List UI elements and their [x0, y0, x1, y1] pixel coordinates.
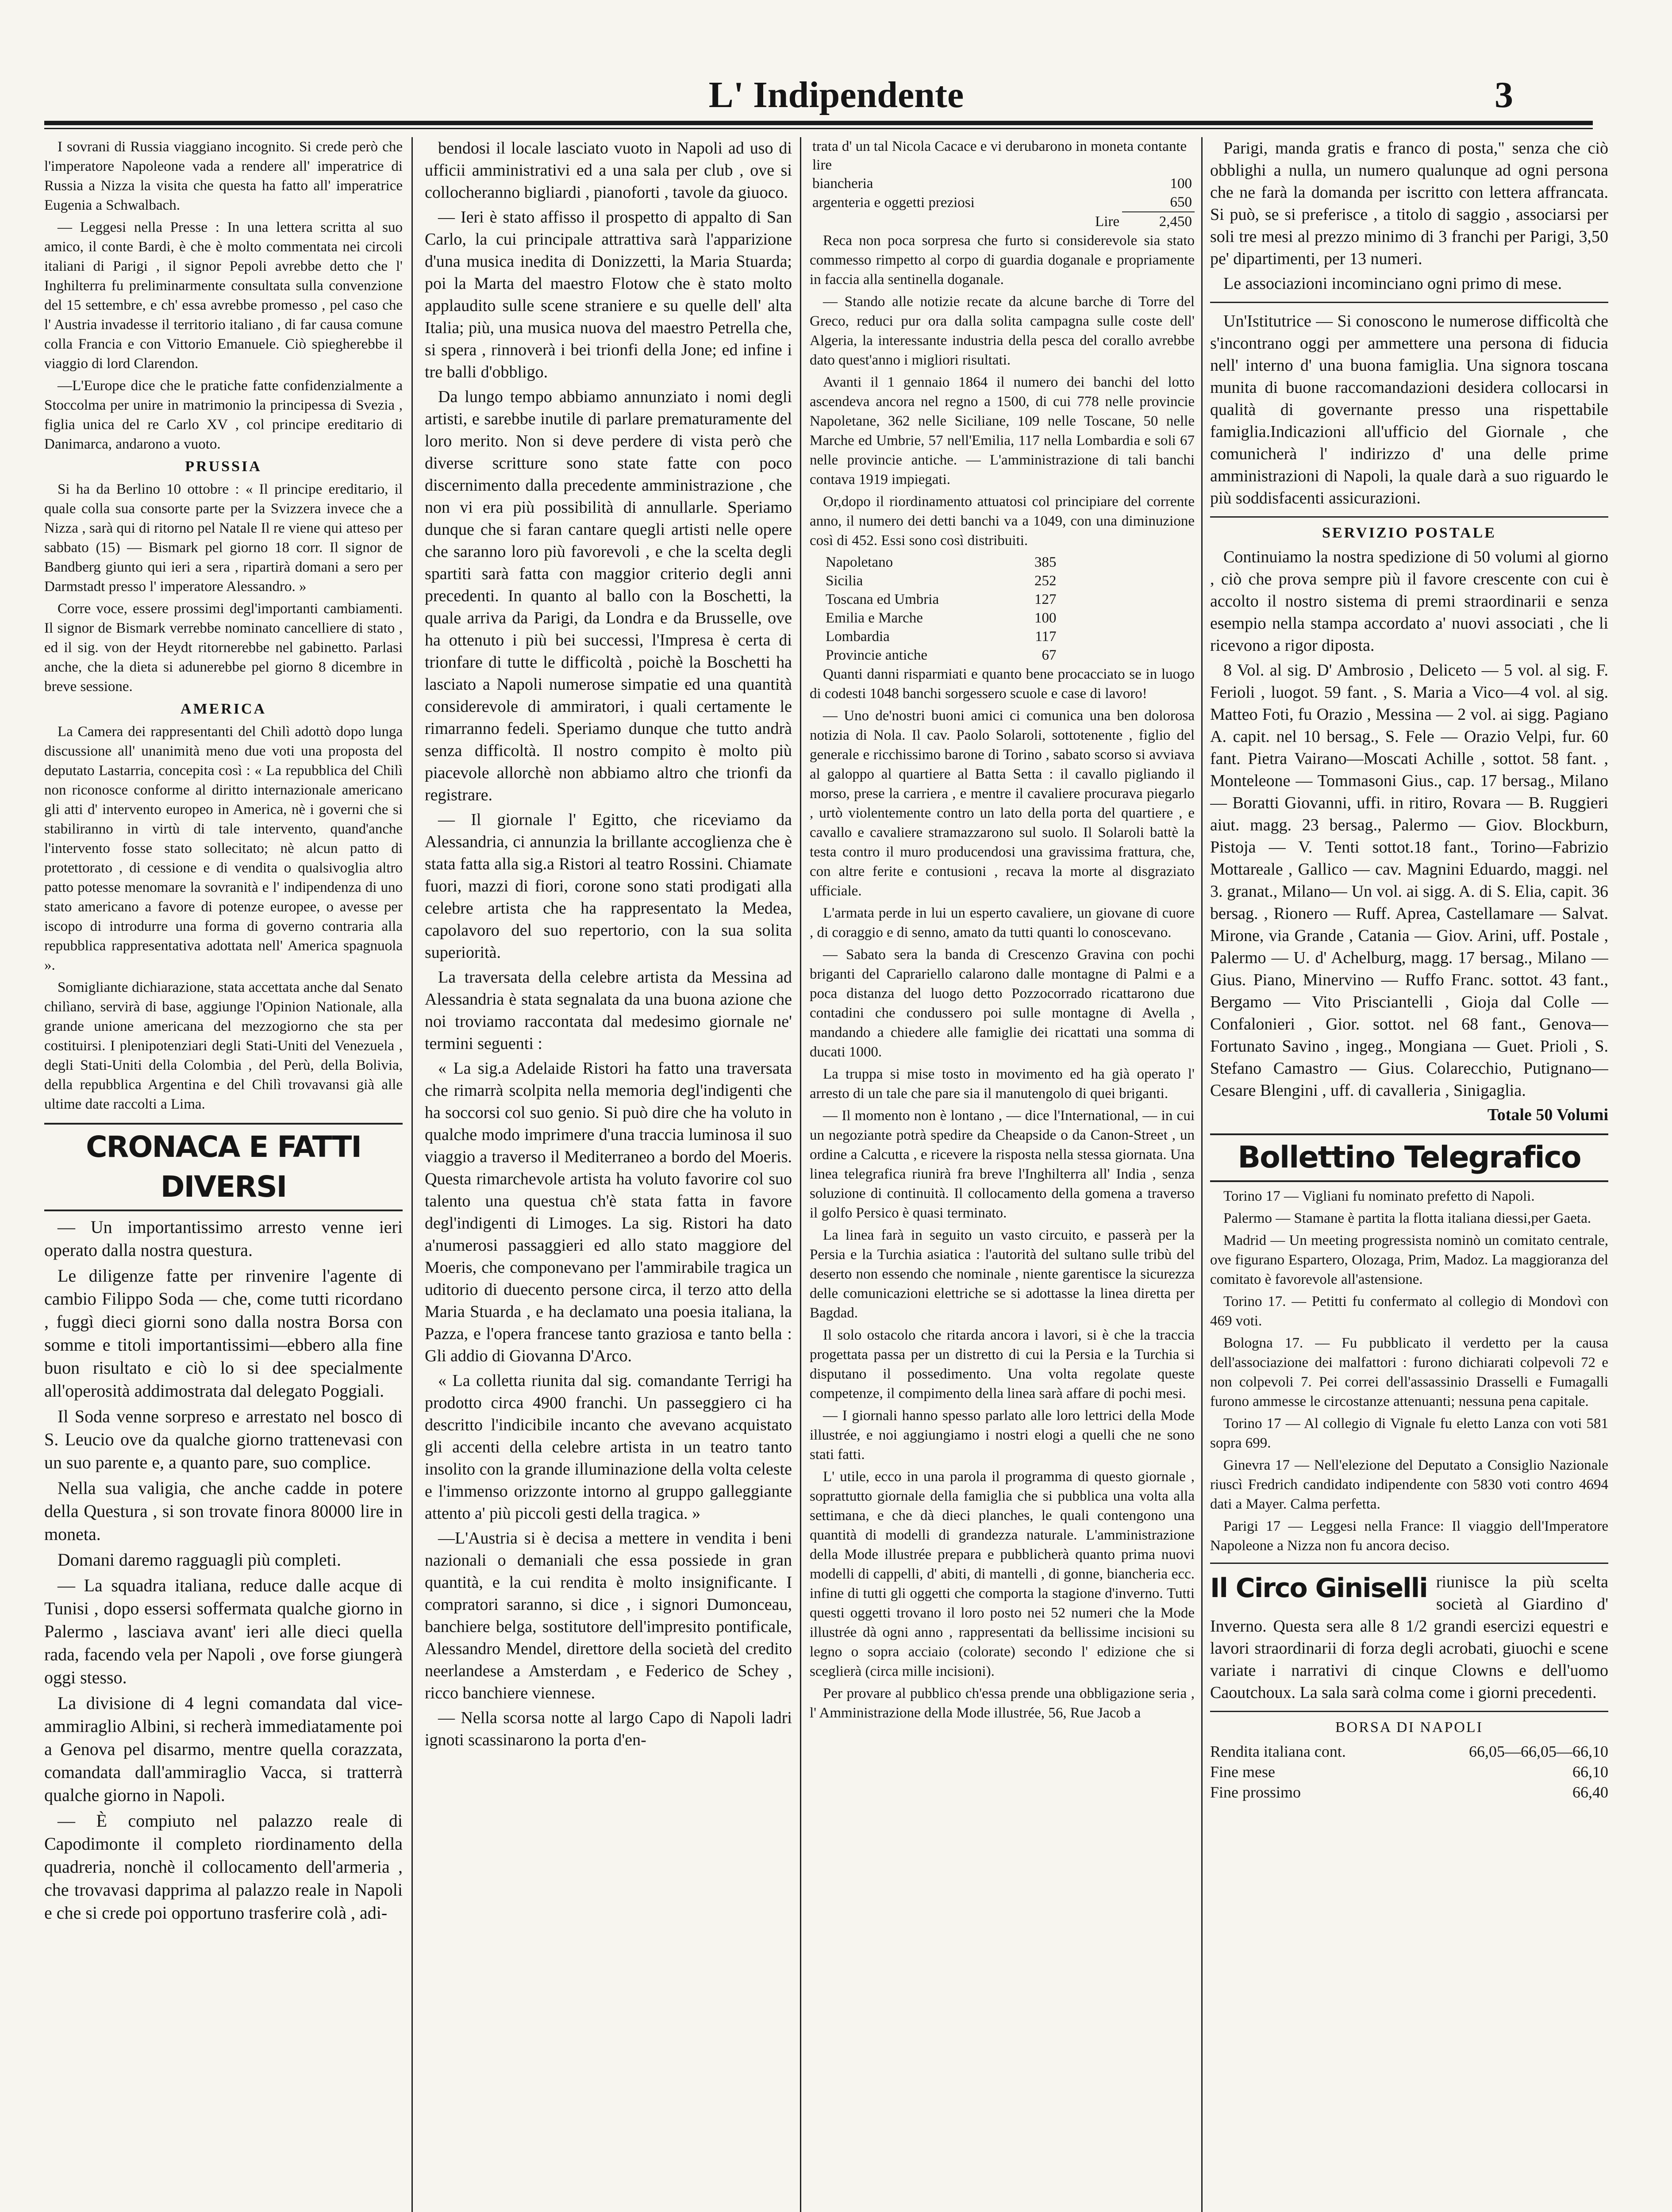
table-row — [823, 609, 1059, 627]
borsa-value: 66,05—66,05—66,10 — [1469, 1743, 1608, 1760]
column-divider — [411, 137, 413, 2212]
table-row — [810, 174, 1195, 193]
article-paragraph: « La colletta riunita dal sig. comandante Terrigi ha prodotto circa 4900 franchi. Un passeggiero ci ha descritto l'indicibile incanto che avevano acquistato gli accenti della celebre artista in un teatro tanto insolito con la grande illuminazione della volta celeste e l'immenso orizzonte intorno al gruppo galleggiante attento a' più piccoli gesti della tragica. » — [425, 1371, 792, 1523]
borsa-label: Rendita italiana cont. — [1210, 1743, 1346, 1760]
article-paragraph: Avanti il 1 gennaio 1864 il numero dei banchi del lotto ascendeva ancora nel regno a 1500, di cui 778 nelle provincie Napoletane, 362 nelle Siciliane, 109 nelle Toscane, 50 nelle Marche ed Umbrie, 57 nell'Emilia, 117 nella Lombardia e soli 67 nelle provincie antiche. — L'amministrazione di tali banchi contava 1919 impiegati. — [810, 374, 1195, 488]
article-paragraph: La linea farà in seguito un vasto circuito, e passerà per la Persia e la Turchia asiatica : l'autorità del sultano sulle tribù del deserto non essendo che nominale , niente garentisce la sicurezza delle comunicazioni elettriche se si adottasse la linea diretta per Bagdad. — [810, 1227, 1195, 1321]
rule — [1210, 302, 1608, 303]
borsa-row — [1210, 1762, 1608, 1782]
header-rule — [44, 121, 1593, 125]
article-paragraph: « La sig.a Adelaide Ristori ha fatto una traversata che rimarrà scolpita nella memoria degl'indigenti che ha soccorsi col suo genio. Si può dire che ha voluto in qualche modo imprimere d'una traccia luminosa il suo viaggio a traverso il Mediterraneo a bordo del Moeris. Questa rimarchevole artista ha voluto favorire col suo talento una questua ch'è stata fatta in favore degl'indigenti di Limoges. La sig. Ristori ha dato a'numerosi passaggieri ed allo stato maggiore del Moeris, che componevano per l'ammirabile tragica un uditorio di duecento persone circa, il terzo atto della Maria Stuarda , e ha declamato una poesia italiana, la Pazza, e l'opera francese tanto graziosa e tanto bella : Gli addio di Giovanna D'Arco. — [425, 1059, 792, 1365]
lotto-table — [823, 553, 1059, 664]
table-row — [823, 590, 1059, 609]
article-paragraph: La truppa si mise tosto in movimento ed ha già operato l' arresto di un tale che pare sia il manutengolo di quei briganti. — [810, 1066, 1195, 1102]
article-paragraph: Domani daremo ragguagli più completi. — [58, 1550, 341, 1570]
theft-table — [810, 137, 1195, 231]
article-paragraph: Le associazioni incominciano ogni primo di mese. — [1223, 274, 1562, 293]
table-row — [810, 193, 1195, 212]
theft-value: 100 — [1170, 176, 1192, 192]
servizio-postale-text — [1210, 546, 1608, 1102]
table-row — [810, 212, 1195, 231]
borsa-table — [1210, 1741, 1608, 1802]
article-block — [44, 1405, 403, 1474]
servizio-postale-title: SERVIZIO POSTALE — [1322, 525, 1496, 541]
telegram-item: Madrid — Un meeting progressista nominò un comitato centrale, ove figurano Espartero, Olozaga, Prim, Madoz. La maggioranza del comitato è favorevole all'astensione. — [1210, 1233, 1608, 1287]
article-paragraph: Parigi, manda gratis e franco di posta," senza che ciò obblighi a nulla, un numero qualunque ad ogni persona che ne farà la domanda per iscritto con lettera affrancata. Si può, se si preferisce , a titolo di saggio , associarsi per soli tre mesi al prezzo minimo di 3 franchi per Parigi, 3,50 pe' dipartimenti, per 13 numeri. — [1210, 139, 1608, 268]
lotto-count: 252 — [1034, 573, 1057, 589]
article-paragraph: —L'Europe dice che le pratiche fatte confidenzialmente a Stoccolma per unire in matrimonio la principessa di Svezia , figlia unica del re Carlo XV , col principe ereditario di Danimarca, andarono a vuoto. — [44, 378, 403, 452]
page-number: 3 — [1495, 74, 1513, 115]
telegram-item: Ginevra 17 — Nell'elezione del Deputato a Consiglio Nazionale riuscì Fredrich candidato indipendente con 5830 voti contro 4694 dati a Mayer. Calma perfetta. — [1210, 1457, 1608, 1512]
lotto-count: 127 — [1034, 591, 1057, 607]
borsa-title: BORSA DI NAPOLI — [1335, 1719, 1484, 1736]
article-paragraph: Da lungo tempo abbiamo annunziato i nomi degli artisti, e sarebbe inutile di parlare prematuramente del loro merito. Non si deve perdere di vista però che diverse scritture sono state fatte con poco discernimento dalla precedente amministrazione , che non vi era più possibilità di annullarle. Speriamo dunque che si faran cantare quegli artisti nelle opere che saranno loro più favorevoli , e che la scelta degli spartiti sarà fatta con maggior criterio degli anni precedenti. In quanto al ballo con la Boschetti, la quale arriva da Parigi, da Londra e da Brusselle, ove ha ottenuto i più bei successi, l'Impresa è certa di trionfare di tutte le difficoltà , poichè la Boschetti ha lasciato a Napoli numerose simpatie ed una quantità considerevole di ammiratori, i quali certamente le rimarranno fedeli. Speriamo dunque che tutto andrà senza difficoltà. Il nostro compito è molto più piacevole allorchè non abbiamo altro che trionfi da registrare. — [425, 388, 792, 804]
column-1 — [44, 137, 403, 2212]
lotto-count: 385 — [1034, 554, 1057, 570]
article-paragraph: Corre voce, essere prossimi degl'importanti cambiamenti. Il signor de Bismark verrebbe nominato cancelliere di stato , ed il sig. von der Heydt ritornerebbe nel gabinetto. Parlasi anche, che la dieta si adunerebbe pel giorno 8 dicembre in breve sessione. — [44, 601, 403, 695]
column-3 — [810, 137, 1195, 2212]
borsa-value: 66,40 — [1572, 1783, 1608, 1801]
circo-text: riunisce la più scelta società al Giardino d' Inverno. Questa sera alle 8 1/2 grandi esercizi equestri e lavori straordinarii di forza degli acrobati, giuochi e scene variate i narrativi di cinque Clowns e dell'uomo Caoutchoux. La sala sarà colma come i giorni precedenti. — [1210, 1573, 1608, 1702]
borsa-value: 66,10 — [1572, 1763, 1608, 1781]
article-paragraph: — Leggesi nella Presse : In una lettera scritta al suo amico, il conte Bardi, è che è molto commentata nei circoli italiani di Parigi , il signor Pepoli avrebbe detto che l' Inghilterra fu preliminarmente consultata sulla convenzione del 15 settembre, e ch' essa avrebbe promesso , pel caso che l' Austria invadesse il territorio italiano , di far causa comune colla Francia e con Vittorio Emanuele. Ciò spiegherebbe il viaggio di lord Clarendon. — [44, 219, 403, 372]
lotto-region: Sicilia — [826, 573, 863, 589]
telegram-item: Torino 17. — Petitti fu confermato al collegio di Mondovì con 469 voti. — [1210, 1294, 1608, 1329]
rule — [1210, 1711, 1608, 1712]
column-2 — [425, 137, 792, 2212]
article-paragraph: Nella sua valigia, che anche cadde in potere della Questura , si son trovate finora 80000 lire in moneta. — [44, 1478, 403, 1544]
article-block — [44, 1548, 403, 1571]
table-row — [823, 553, 1059, 572]
bollettino-title: Bollettino Telegrafico — [1210, 1133, 1608, 1182]
lotto-count: 100 — [1034, 610, 1057, 626]
article-paragraph: —L'Austria si è decisa a mettere in vendita i beni nazionali o demaniali che essa possiede in gran quantità, e la cui rendita è molto insignificante. I compratori saranno, si dice , i signori Dumonceau, banchiere belga, sostitutore dell'impresito pontificale, Alessandro Mendel, direttore della società del credito neerlandese a Amsterdam , e Federico de Schey , ricco banchiere viennese. — [425, 1529, 792, 1702]
lotto-region: Provincie antiche — [826, 647, 928, 663]
lotto-count: 117 — [1035, 629, 1057, 645]
article-paragraph: Il Soda venne sorpreso e arrestato nel bosco di S. Leucio ove da qualche giorno trattenevasi con un suo parente e, a quanto pare, suo complice. — [44, 1406, 403, 1472]
lotto-count: 67 — [1042, 647, 1057, 663]
article-paragraph: — Sabato sera la banda di Crescenzo Gravina con pochi briganti del Caprariello calarono dalle montagne di Palmi e a poca distanza del luogo detto Pozzocorrado ricattarono due contadini che condussero poi sulle montagne di Avella , mandando a chiedere alle famiglie dei ricattati una somma di ducati 1000. — [810, 947, 1195, 1060]
article-paragraph: Quanti danni risparmiati e quanto bene procacciato se in luogo di codesti 1048 banchi sorgessero scuole e case di lavoro! — [810, 666, 1195, 702]
column-divider — [1201, 137, 1203, 2212]
table-row — [823, 646, 1059, 664]
theft-intro: trata d' un tal Nicola Cacace e vi derubarono in moneta contante lire — [812, 138, 1187, 173]
article-paragraph: La divisione di 4 legni comandata dal vice-ammiraglio Albini, si recherà immediatamente poi a Genova pel disarmo, mentre quella corazzata, comandata dall'ammiraglio Vacca, si tratterrà qualche giorno in Napoli. — [44, 1693, 403, 1805]
article-paragraph: — È compiuto nel palazzo reale di Capodimonte il completo riordinamento della quadreria, nonchè il collocamento dell'armeria , che trovavasi dapprima al palazzo reale in Napoli e che si crede poi opportuno trasferire colà , adi- — [44, 1811, 403, 1923]
article-paragraph: — Uno de'nostri buoni amici ci comunica una ben dolorosa notizia di Nola. Il cav. Paolo Solaroli, sottotenente , figlio del generale e ricchissimo barone di Torino , sabato scorso si avviava al galoppo al quartiere al Batta Setta : il cavallo pigliando il morso, prese la carriera , e mentre il cavaliere procurava piegarlo , urtò violentemente contro un lato della porta del quartiere , e cavallo e cavaliere stramazzarono sul suolo. Il Solaroli battè la testa contro il muro producendosi una gravissima frattura, che, con altre ferite e contusioni , recava la morte al disgraziato ufficiale. — [810, 708, 1195, 899]
telegram-item: Parigi 17 — Leggesi nella France: Il viaggio dell'Imperatore Napoleone a Nizza non fu ancora deciso. — [1210, 1518, 1608, 1554]
article-paragraph: — Ieri è stato affisso il prospetto di appalto di San Carlo, la cui principale attrattiva sarà l'apparizione d'una musica inedita di Donizzetti, la Maria Stuarda; poi la Marta del maestro Flotow che è stato molto applaudito sulle scene straniere e su quelle dell' alta Italia; più, una musica nuova del maestro Petrella che, si spera , rinnoverà i bei trionfi della Jone; ed infine i tre balli d'obbligo. — [425, 208, 792, 381]
borsa-label: Fine prossimo — [1210, 1783, 1301, 1801]
article-block — [44, 1574, 403, 1689]
article-paragraph: — La squadra italiana, reduce dalle acque di Tunisi , dopo essersi soffermata qualche giorno in Palermo , lasciava avant' ieri alle dieci quella rada, facendo vela per Napoli , ove forse giungerà oggi stesso. — [44, 1575, 403, 1687]
article-paragraph: Continuiamo la nostra spedizione di 50 volumi al giorno , ciò che prova sempre più il favore crescente con cui è accolto il nostro sistema di premi straordinarii e senza esempio nella stampa accordato a' nuovi associati , che li ricevono a rigor diposta. — [1210, 548, 1608, 655]
article-paragraph: L'armata perde in lui un esperto cavaliere, un giovane di cuore , di coraggio e di senno, amato da tutti quanti lo conoscevano. — [810, 905, 1195, 941]
article-paragraph: Or,dopo il riordinamento attuatosi col principiare del corrente anno, il numero dei detti banchi va a 1049, con una diminuzione così di 452. Essi sono così distribuiti. — [810, 494, 1195, 549]
article-paragraph: — Il momento non è lontano , — dice l'International, — in cui un negoziante potrà spedire da Cheapside o da Canon-Street , un ordine a Calcutta , e ricevere la risposta nella stessa giornata. Una linea telegrafica riunirà fra breve l'Inghilterra all' India , senza soluzione di continuità. Il collocamento della gomena a traverso il golfo Persico è quasi terminato. — [810, 1108, 1195, 1221]
bollettino-text — [1210, 1187, 1608, 1555]
article-block — [44, 1809, 403, 1924]
article-block — [44, 1216, 403, 1262]
istitutrice-notice: Un'Istitutrice — Si conoscono le numerose difficoltà che s'incontrano oggi per ammettere una persona di fiducia nell' interno d' una buona famiglia. Una signora toscana munita di buone raccomandazioni desidera collocarsi in qualità di governante presso una rispettabile famiglia.Indicazioni all'ufficio del Giornale , che comunicherà l' indirizzo d' una delle prime amministrazioni di Napoli, la quale darà a suo riguardo le più soddisfacenti assicurazioni. — [1210, 312, 1608, 507]
borsa-row — [1210, 1741, 1608, 1762]
article-paragraph: — Un importantissimo arresto venne ieri operato dalla nostra questura. — [44, 1217, 403, 1260]
article-block — [44, 1692, 403, 1807]
theft-item: biancheria — [812, 176, 873, 192]
article-paragraph: Il solo ostacolo che ritarda ancora i lavori, si è che la traccia progettata passa per un distretto di cui la Persia e la Turchia si disputano il possedimento. Una volta regolate queste competenze, il compimento della linea sarà affare di pochi mesi. — [810, 1327, 1195, 1402]
article-paragraph: Reca non poca sorpresa che furto si considerevole sia stato commesso rimpetto al corpo di guardia doganale e propriamente in faccia alla sentinella doganale. — [810, 233, 1195, 288]
article-paragraph: I sovrani di Russia viaggiano incognito. Si crede però che l'imperatore Napoleone vada a rendere all' imperatrice di Russia a Nizza la visita che questa ha fatto all' imperatrice Eugenia a Schwalbach. — [44, 139, 403, 213]
col3-paragraphs-a — [810, 231, 1195, 550]
lotto-region: Napoletano — [826, 554, 893, 570]
article-block — [44, 1264, 403, 1402]
lotto-region: Emilia e Marche — [826, 610, 923, 626]
cronaca-heading: CRONACA E FATTI DIVERSI — [44, 1123, 403, 1211]
article-paragraph: Le diligenze fatte per rinvenire l'agente di cambio Filippo Soda — che, come tutti ricordano , fuggì dieci giorni sono dalla nostra Borsa con somme e titoli importantissimi—ebbero alla fine buon risultato e ciò lo si dee specialmente all'operosità addimostrata dal delegato Poggiali. — [44, 1266, 403, 1401]
borsa-label: Fine mese — [1210, 1763, 1275, 1781]
section-heading: AMERICA — [180, 701, 267, 717]
article-paragraph: Si ha da Berlino 10 ottobre : « Il principe ereditario, il quale colla sua consorte parte per la Svizzera invece che a Nizza , sarà qui di ritorno pel Natale Il re viene qui atteso per sabbato (15) — Bismark pel giorno 18 corr. Il signor de Bandberg giunto qui ieri a sera , ripartirà domani a sero per Darmstadt presso l' imperatore Alessandro. » — [44, 481, 403, 595]
circo-title: Il Circo Giniselli — [1210, 1573, 1427, 1604]
article-paragraph: Somigliante dichiarazione, stata accettata anche dal Senato chilìano, servirà di base, aggiunge l'Opinion Nationale, alla grande unione americana del mezzogiorno che sta per costituirsi. I plenipotenziari degli Stati-Uniti del Venezuela , degli Stati-Uniti della Colombia , del Perù, della Bolivia, della repubblica Argentina e del Chilì trovavansi già alle ultime date raccolti a Lima. — [44, 979, 403, 1112]
header-rule-thin — [44, 128, 1593, 129]
article-paragraph: — Stando alle notizie recate da alcune barche di Torre del Greco, reduci pur ora dalla solita campagna sulle coste dell' Algeria, la interessante industria della pesca del corallo avrebbe dato quest'anno i migliori risultati. — [810, 294, 1195, 368]
rule — [1210, 516, 1608, 518]
lotto-region: Toscana ed Umbria — [826, 591, 939, 607]
article-paragraph: — I giornali hanno spesso parlato alle loro lettrici della Mode illustrée, e noi aggiungiamo i nostri elogi a quelli che ne sono stati fatti. — [810, 1408, 1195, 1463]
telegram-item: Palermo — Stamane è partita la flotta italiana diessi,per Gaeta. — [1223, 1210, 1591, 1226]
theft-sum-value: 2,450 — [1122, 212, 1195, 231]
article-paragraph: bendosi il locale lasciato vuoto in Napoli ad uso di ufficii amministrativi ed a una sala per club , ove si collocheranno bigliardi , pianoforti , tavole da giuoco. — [425, 139, 792, 202]
masthead-title: L' Indipendente — [708, 74, 964, 115]
column-divider — [800, 137, 801, 2212]
section-heading: PRUSSIA — [185, 458, 262, 475]
article-paragraph: Per provare al pubblico ch'essa prende una obbligazione seria , l' Amministrazione della Mode illustrée, 56, Rue Jacob a — [810, 1686, 1195, 1721]
theft-value: 650 — [1170, 194, 1192, 210]
article-paragraph: 8 Vol. al sig. D' Ambrosio , Deliceto — 5 vol. al sig. F. Ferioli , luogot. 59 fant. , S. Maria a Vico—4 vol. al sig. Matteo Foti, fu Orazio , Messina — 2 vol. ai sigg. Pagiano A. capit. nel 10 bersag., S. Fele — Orazio Velpi, fur. 60 fant. Pietra Vairano—Moscati Achille , sottot. 58 fant. , Monteleone — Tommasoni Gius., cap. 17 bersag., Milano — Boratti Giovanni, uffi. in ritiro, Rovara — B. Ruggieri aiut. magg. 23 bersag., Palermo — Giov. Blockburn, Pistoja — V. Tenti sottot.18 fant., Torino—Fabrizio Mottareale , Gallico — cav. Magnini Eduardo, maggi. nel 3. granat., Milano— Un vol. ai sigg. A. di S. Elia, capit. 36 bersag. , Rionero — Ruff. Aprea, Castellamare — Salvat. Mirone, via Grande , Catania — Giov. Arini, uff. Postale , Palermo — U. d' Achelburg, magg. 17 bersag., Milano — Gius. Piano, Minervino — Ruffo Franc. sottot. 43 fant., Bergamo — Vito Prisciantelli , Gioja dal Colle — Confalonieri , Gior. sottot. nel 68 fant., Genova— Fortunato Savino , ingeg., Mongiana — Guet. Prioli , S. Stefano Camastro — Gius. Colarecchio, Putignano— Cesare Blengini , uff. di cavalleria , Sinigaglia. — [1210, 661, 1608, 1100]
theft-sum-label: Lire — [1095, 213, 1120, 230]
article-paragraph: — Nella scorsa notte al largo Capo di Napoli ladri ignoti scassinarono la porta d'en- — [425, 1709, 792, 1749]
article-paragraph: La Camera dei rappresentanti del Chilì adottò dopo lunga discussione all' unanimità meno due voti una proposta del deputato Lastarria, concepita così : « La repubblica del Chilì non riconosce conforme al diritto internazionale americano gli atti d' intervento europeo in America, nè i governi che si stabiliranno in virtù di tale intervento, quand'anche l'intervento fosse stato sollecitato; nè alcun patto di protettorato , di cessione e di vendita o qualsivoglia altro patto potesse menomare la sovranità e l' indipendenza di uno stato americano a favore di potenze europee, o avesse per iscopo di introdurre una forma di governo contraria alla repubblica rappresentativa adottata nell' America spagnuola ». — [44, 724, 403, 973]
totale-volumi: Totale 50 Volumi — [1487, 1106, 1608, 1124]
theft-item: argenteria e oggetti preziosi — [812, 194, 975, 211]
borsa-row — [1210, 1782, 1608, 1802]
col3-paragraphs-b — [810, 664, 1195, 1723]
mode-illustree-notice — [1210, 137, 1608, 295]
article-paragraph: La traversata della celebre artista da Messina ad Alessandria è stata segnalata da una buona azione che noi troviamo raccontata dal medesimo giornale ne' termini seguenti : — [425, 968, 792, 1053]
table-row — [823, 627, 1059, 646]
circo-notice — [1210, 1571, 1608, 1704]
lotto-region: Lombardia — [826, 629, 890, 645]
article-paragraph: — Il giornale l' Egitto, che riceviamo da Alessandria, ci annunzia la brillante accoglienza che è stata fatta alla sig.a Ristori al teatro Rossini. Chiamate fuori, mazzi di fiori, corone sono stati prodigati alla celebre artista che ha rappresentato la Medea, capolavoro del suo repertorio, con la sua solita superiorità. — [425, 810, 792, 962]
article-block — [44, 1477, 403, 1546]
rule — [1210, 1563, 1608, 1564]
column-4 — [1210, 137, 1608, 2212]
telegram-item: Torino 17 — Al collegio di Vignale fu eletto Lanza con voti 581 sopra 699. — [1210, 1416, 1608, 1451]
page-header — [0, 69, 1672, 135]
table-row — [823, 572, 1059, 590]
telegram-item: Torino 17 — Vigliani fu nominato prefetto di Napoli. — [1223, 1188, 1535, 1204]
telegram-item: Bologna 17. — Fu pubblicato il verdetto per la causa dell'associazione dei malfattori : furono dichiarati colpevoli 72 e non colpevoli 7. Pei correi dell'assassinio Drasselli e Fumagalli furono ammesse le circostanze attenuanti; nessuna pena capitale. — [1210, 1335, 1608, 1409]
article-paragraph: L' utile, ecco in una parola il programma di questo giornale , soprattutto giornale della famiglia che si pubblica una volta alla settimana, e che dà dieci planches, le quali contengono una quantità di modelli di grandezza naturale. L'amministrazione della Mode illustrée prepara e pubblicherà quanto prima nuovi modelli di cappelli, d' abiti, di mantelli , di gonne, biancheria ecc. infine di tutti gli oggetti che comporta la stagione d'inverno. Tutti questi oggetti trovano il loro posto nei 52 numeri che la Mode illustrée dà ogni anno , rappresentati da bellissime incisioni su legno o sopra acciaio (colorate) secondo l' edizione che si sceglierà (circa mille incisioni). — [810, 1469, 1195, 1679]
